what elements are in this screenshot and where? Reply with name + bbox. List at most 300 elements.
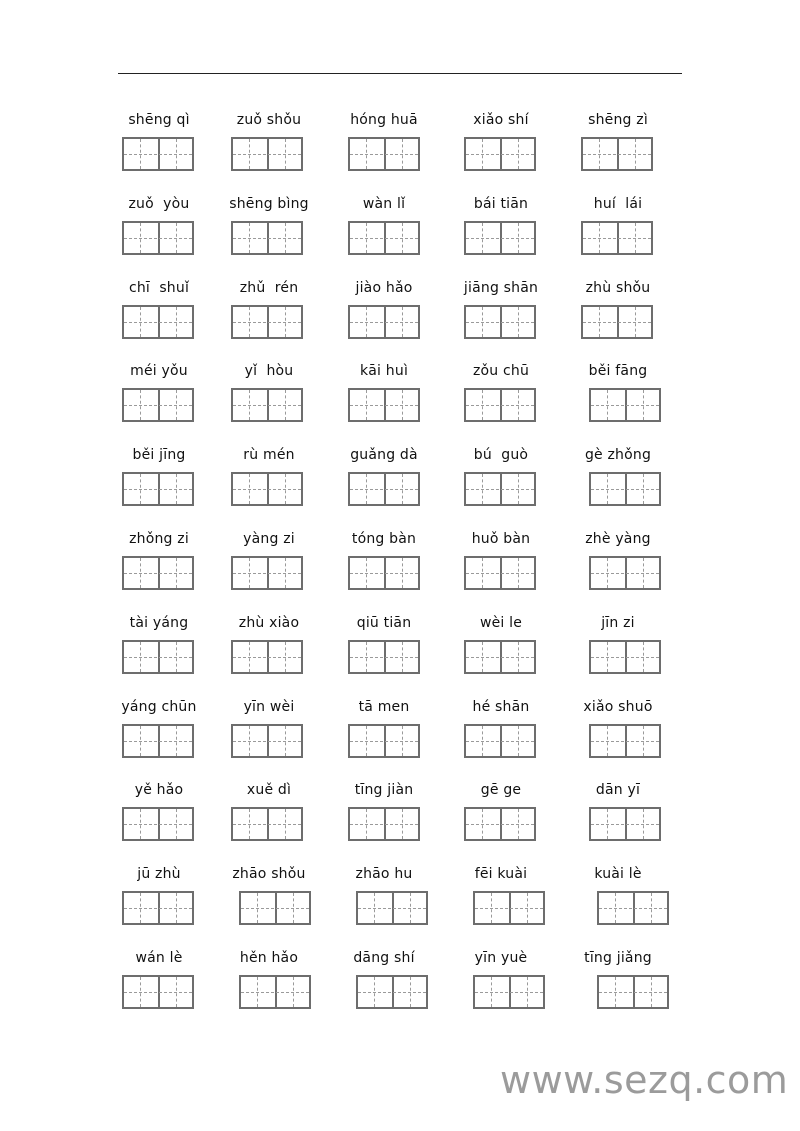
guide-line (140, 307, 141, 337)
word-cell (214, 949, 334, 1029)
guide-line (615, 977, 616, 1007)
pinyin-label: tīng jiǎng (584, 950, 652, 966)
character-writing-boxes[interactable] (356, 975, 428, 1009)
pinyin-label: zhǒng zi (129, 531, 189, 547)
guide-line (518, 474, 519, 504)
word-cell (104, 781, 224, 861)
pinyin-label: zhǔ rén (239, 279, 299, 296)
guide-line (599, 223, 600, 253)
word-cell (329, 279, 449, 359)
guide-line (583, 238, 651, 239)
character-writing-boxes[interactable] (464, 221, 536, 255)
character-writing-boxes[interactable] (589, 472, 661, 506)
guide-line (233, 238, 301, 239)
guide-line (285, 558, 286, 588)
word-cell (563, 698, 683, 778)
pinyin-label: wàn lǐ (362, 195, 406, 212)
guide-line (366, 139, 367, 169)
pinyin-label: xuě dì (246, 782, 292, 799)
pinyin-label: zhù xiào (238, 614, 300, 631)
guide-line (241, 908, 309, 909)
guide-line (402, 642, 403, 672)
word-cell (104, 949, 224, 1029)
pinyin-label: wèi le (479, 614, 523, 631)
guide-line (599, 307, 600, 337)
guide-line (366, 223, 367, 253)
character-writing-boxes[interactable] (231, 388, 303, 422)
character-writing-boxes[interactable] (231, 807, 303, 841)
guide-line (402, 474, 403, 504)
character-writing-boxes[interactable] (464, 807, 536, 841)
guide-line (285, 809, 286, 839)
pinyin-label: fēi kuài (474, 866, 528, 883)
guide-line (140, 223, 141, 253)
pinyin-label: chī shuǐ (128, 279, 190, 296)
pinyin-label: dāng shí (353, 950, 415, 966)
guide-line (643, 726, 644, 756)
character-writing-boxes[interactable] (239, 891, 311, 925)
guide-line (491, 893, 492, 923)
guide-line (257, 977, 258, 1007)
pinyin-label: jiào hǎo (355, 279, 413, 296)
guide-line (466, 238, 534, 239)
character-writing-boxes[interactable] (231, 221, 303, 255)
pinyin-label: tīng jiàn (354, 782, 414, 799)
guide-line (583, 322, 651, 323)
guide-line (599, 992, 667, 993)
pinyin-label: zuǒ shǒu (236, 112, 302, 128)
guide-line (124, 154, 192, 155)
guide-line (482, 139, 483, 169)
guide-line (249, 642, 250, 672)
word-cell (563, 446, 683, 526)
guide-line (366, 726, 367, 756)
guide-line (140, 139, 141, 169)
guide-line (466, 322, 534, 323)
character-writing-boxes[interactable] (122, 472, 194, 506)
guide-line (124, 238, 192, 239)
character-writing-boxes[interactable] (231, 305, 303, 339)
guide-line (366, 307, 367, 337)
guide-line (176, 223, 177, 253)
guide-line (249, 558, 250, 588)
guide-line (140, 977, 141, 1007)
word-cell (214, 530, 334, 610)
word-cell (214, 111, 334, 191)
guide-line (124, 322, 192, 323)
guide-line (402, 558, 403, 588)
character-writing-boxes[interactable] (348, 640, 420, 674)
guide-line (350, 741, 418, 742)
pinyin-label: shēng bìng (229, 195, 309, 212)
guide-line (293, 977, 294, 1007)
pinyin-label: jīn zi (601, 614, 635, 631)
character-writing-boxes[interactable] (464, 472, 536, 506)
guide-line (482, 474, 483, 504)
guide-line (358, 992, 426, 993)
pinyin-label: kuài lè (594, 866, 642, 883)
guide-line (607, 642, 608, 672)
word-cell (446, 111, 566, 191)
character-writing-boxes[interactable] (348, 305, 420, 339)
word-cell (329, 446, 449, 526)
guide-line (643, 642, 644, 672)
word-cell (446, 362, 566, 442)
pinyin-label: běi fāng (588, 363, 648, 380)
guide-line (518, 390, 519, 420)
character-writing-boxes[interactable] (464, 305, 536, 339)
character-writing-boxes[interactable] (348, 807, 420, 841)
character-writing-boxes[interactable] (597, 891, 669, 925)
character-writing-boxes[interactable] (589, 807, 661, 841)
guide-line (402, 726, 403, 756)
guide-line (249, 809, 250, 839)
character-writing-boxes[interactable] (348, 221, 420, 255)
guide-line (176, 307, 177, 337)
word-cell (104, 614, 224, 694)
guide-line (233, 824, 301, 825)
character-writing-boxes[interactable] (464, 388, 536, 422)
guide-line (241, 992, 309, 993)
word-cell (329, 949, 449, 1029)
guide-line (591, 741, 659, 742)
pinyin-label: tóng bàn (351, 531, 417, 547)
guide-line (518, 139, 519, 169)
guide-line (124, 489, 192, 490)
guide-line (607, 474, 608, 504)
character-writing-boxes[interactable] (231, 472, 303, 506)
guide-line (249, 474, 250, 504)
word-cell (446, 446, 566, 526)
word-cell (214, 446, 334, 526)
guide-line (591, 489, 659, 490)
pinyin-label: yàng zi (243, 531, 295, 547)
word-cell (563, 279, 683, 359)
guide-line (466, 657, 534, 658)
guide-line (293, 893, 294, 923)
guide-line (482, 809, 483, 839)
guide-line (607, 809, 608, 839)
pinyin-label: méi yǒu (130, 363, 188, 380)
guide-line (285, 642, 286, 672)
pinyin-label: xiǎo shuō (583, 698, 653, 715)
guide-line (402, 223, 403, 253)
word-cell (563, 195, 683, 275)
character-writing-boxes[interactable] (356, 891, 428, 925)
site-watermark: www.sezq.com (500, 1058, 789, 1102)
character-writing-boxes[interactable] (348, 472, 420, 506)
character-writing-boxes[interactable] (589, 724, 661, 758)
guide-line (285, 474, 286, 504)
character-writing-boxes[interactable] (464, 556, 536, 590)
guide-line (607, 390, 608, 420)
guide-line (475, 908, 543, 909)
guide-line (140, 726, 141, 756)
guide-line (233, 322, 301, 323)
character-writing-boxes[interactable] (348, 388, 420, 422)
pinyin-label: huí lái (593, 195, 643, 212)
guide-line (402, 139, 403, 169)
guide-line (635, 307, 636, 337)
character-writing-boxes[interactable] (122, 975, 194, 1009)
character-writing-boxes[interactable] (122, 891, 194, 925)
pinyin-label: qiū tiān (356, 614, 412, 631)
guide-line (651, 893, 652, 923)
character-writing-boxes[interactable] (122, 305, 194, 339)
guide-line (651, 977, 652, 1007)
character-writing-boxes[interactable] (581, 305, 653, 339)
guide-line (124, 573, 192, 574)
guide-line (233, 489, 301, 490)
guide-line (176, 558, 177, 588)
guide-line (591, 657, 659, 658)
guide-line (643, 809, 644, 839)
word-cell (104, 446, 224, 526)
pinyin-label: yīn yuè (474, 950, 528, 966)
pinyin-label: yě hǎo (134, 782, 184, 799)
guide-line (233, 741, 301, 742)
word-cell (214, 865, 334, 945)
word-cell (104, 279, 224, 359)
guide-line (366, 474, 367, 504)
pinyin-label: bái tiān (473, 195, 529, 212)
word-cell (329, 781, 449, 861)
pinyin-label: guǎng dà (350, 447, 418, 464)
pinyin-label: bú guò (473, 447, 529, 464)
pinyin-label: gè zhǒng (584, 447, 652, 464)
word-cell (104, 698, 224, 778)
word-cell (563, 949, 683, 1029)
guide-line (635, 223, 636, 253)
pinyin-label: wán lè (135, 950, 183, 966)
guide-line (249, 390, 250, 420)
guide-line (518, 558, 519, 588)
guide-line (518, 307, 519, 337)
guide-line (599, 139, 600, 169)
guide-line (482, 642, 483, 672)
guide-line (366, 642, 367, 672)
guide-line (518, 642, 519, 672)
guide-line (124, 824, 192, 825)
guide-line (257, 893, 258, 923)
character-writing-boxes[interactable] (464, 724, 536, 758)
guide-line (607, 726, 608, 756)
pinyin-label: jiāng shān (463, 279, 539, 296)
word-cell (329, 362, 449, 442)
word-cell (563, 530, 683, 610)
guide-line (482, 726, 483, 756)
guide-line (466, 573, 534, 574)
guide-line (285, 726, 286, 756)
guide-line (366, 809, 367, 839)
pinyin-label: kāi huì (359, 363, 409, 380)
word-cell (329, 530, 449, 610)
guide-line (176, 809, 177, 839)
guide-line (140, 893, 141, 923)
character-writing-boxes[interactable] (231, 724, 303, 758)
word-cell (446, 698, 566, 778)
character-writing-boxes[interactable] (348, 556, 420, 590)
guide-line (374, 977, 375, 1007)
guide-line (176, 474, 177, 504)
word-cell (329, 614, 449, 694)
guide-line (249, 223, 250, 253)
character-writing-boxes[interactable] (122, 388, 194, 422)
guide-line (285, 390, 286, 420)
guide-line (233, 573, 301, 574)
guide-line (140, 558, 141, 588)
character-writing-boxes[interactable] (473, 891, 545, 925)
guide-line (358, 908, 426, 909)
character-writing-boxes[interactable] (589, 556, 661, 590)
guide-line (285, 307, 286, 337)
guide-line (466, 405, 534, 406)
pinyin-label: zhāo shǒu (232, 866, 306, 883)
guide-line (140, 642, 141, 672)
guide-line (643, 474, 644, 504)
guide-line (466, 741, 534, 742)
guide-line (475, 992, 543, 993)
guide-line (482, 223, 483, 253)
character-writing-boxes[interactable] (122, 556, 194, 590)
pinyin-label: shēng qì (128, 112, 190, 128)
word-cell (104, 865, 224, 945)
character-writing-boxes[interactable] (231, 640, 303, 674)
pinyin-label: jū zhù (137, 866, 181, 883)
guide-line (176, 642, 177, 672)
word-cell (104, 195, 224, 275)
character-writing-boxes[interactable] (122, 640, 194, 674)
character-writing-boxes[interactable] (348, 724, 420, 758)
guide-line (410, 977, 411, 1007)
word-cell (329, 698, 449, 778)
guide-line (233, 154, 301, 155)
word-cell (563, 781, 683, 861)
word-cell (214, 614, 334, 694)
word-cell (214, 698, 334, 778)
pinyin-label: gē ge (480, 782, 522, 799)
guide-line (402, 809, 403, 839)
character-writing-boxes[interactable] (122, 221, 194, 255)
character-writing-boxes[interactable] (231, 556, 303, 590)
guide-line (140, 809, 141, 839)
guide-line (583, 154, 651, 155)
word-cell (446, 865, 566, 945)
guide-line (350, 489, 418, 490)
guide-line (643, 390, 644, 420)
word-cell (563, 614, 683, 694)
guide-line (124, 657, 192, 658)
guide-line (607, 558, 608, 588)
pinyin-label: dān yī (595, 782, 641, 799)
pinyin-label: yáng chūn (121, 698, 197, 715)
character-writing-boxes[interactable] (122, 724, 194, 758)
character-writing-boxes[interactable] (597, 975, 669, 1009)
pinyin-label: zhè yàng (585, 531, 651, 547)
word-cell (446, 614, 566, 694)
pinyin-label: tā men (358, 698, 410, 715)
guide-line (482, 390, 483, 420)
guide-line (466, 489, 534, 490)
guide-line (124, 992, 192, 993)
pinyin-label: rù mén (243, 447, 295, 464)
character-writing-boxes[interactable] (581, 221, 653, 255)
guide-line (402, 390, 403, 420)
word-cell (214, 362, 334, 442)
guide-line (350, 238, 418, 239)
guide-line (176, 893, 177, 923)
guide-line (350, 657, 418, 658)
pinyin-label: zuǒ yòu (128, 195, 190, 212)
guide-line (233, 405, 301, 406)
character-writing-boxes[interactable] (348, 137, 420, 171)
guide-line (350, 154, 418, 155)
guide-line (591, 573, 659, 574)
word-cell (446, 195, 566, 275)
guide-line (285, 223, 286, 253)
guide-line (402, 307, 403, 337)
word-cell (104, 362, 224, 442)
word-cell (563, 865, 683, 945)
guide-line (249, 726, 250, 756)
word-cell (214, 195, 334, 275)
guide-line (374, 893, 375, 923)
character-writing-boxes[interactable] (589, 388, 661, 422)
guide-line (643, 558, 644, 588)
pinyin-label: zǒu chū (472, 363, 530, 380)
guide-line (482, 307, 483, 337)
word-cell (214, 781, 334, 861)
guide-line (233, 657, 301, 658)
guide-line (410, 893, 411, 923)
pinyin-label: zhù shǒu (585, 279, 651, 296)
character-writing-boxes[interactable] (122, 137, 194, 171)
guide-line (285, 139, 286, 169)
guide-line (140, 390, 141, 420)
guide-line (518, 809, 519, 839)
guide-line (635, 139, 636, 169)
guide-line (350, 322, 418, 323)
pinyin-label: zhāo hu (355, 866, 413, 883)
pinyin-label: hóng huā (350, 112, 418, 128)
word-cell (329, 195, 449, 275)
character-writing-boxes[interactable] (589, 640, 661, 674)
pinyin-label: hěn hǎo (239, 950, 299, 966)
word-cell (563, 362, 683, 442)
pinyin-label: tài yáng (129, 614, 189, 631)
word-cell (214, 279, 334, 359)
guide-line (527, 893, 528, 923)
character-writing-boxes[interactable] (464, 640, 536, 674)
guide-line (615, 893, 616, 923)
guide-line (124, 405, 192, 406)
word-cell (563, 111, 683, 191)
character-writing-boxes[interactable] (464, 137, 536, 171)
word-cell (446, 781, 566, 861)
pinyin-label: huǒ bàn (471, 531, 531, 547)
guide-line (176, 139, 177, 169)
guide-line (482, 558, 483, 588)
character-writing-boxes[interactable] (239, 975, 311, 1009)
character-writing-boxes[interactable] (122, 807, 194, 841)
guide-line (491, 977, 492, 1007)
guide-line (518, 726, 519, 756)
guide-line (591, 405, 659, 406)
character-writing-boxes[interactable] (473, 975, 545, 1009)
character-writing-boxes[interactable] (231, 137, 303, 171)
character-writing-boxes[interactable] (581, 137, 653, 171)
word-cell (104, 530, 224, 610)
